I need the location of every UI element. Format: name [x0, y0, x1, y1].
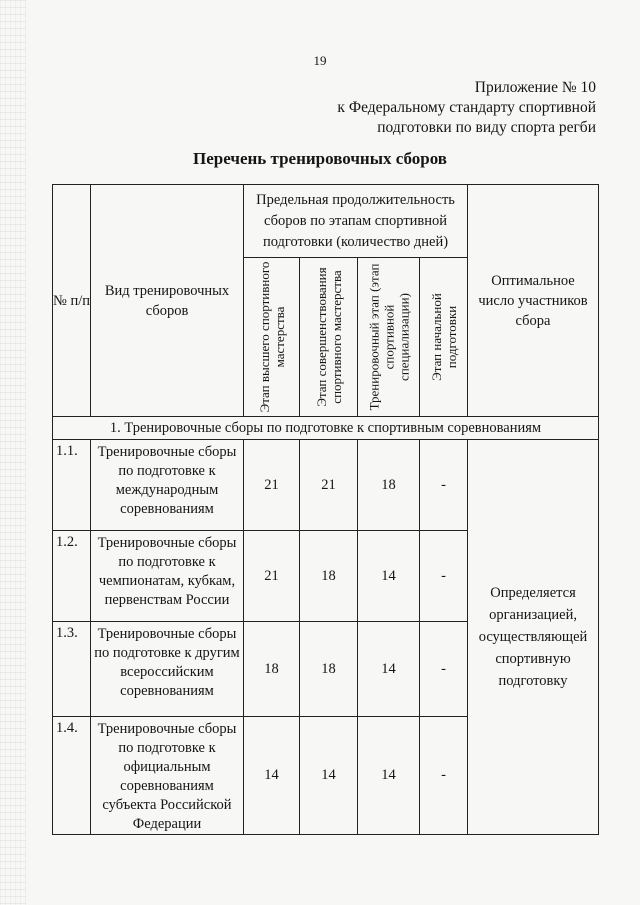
section-heading: 1. Тренировочные сборы по подготовке к спортивным соревнованиям — [53, 417, 599, 440]
page-number: 19 — [313, 53, 327, 68]
row-value-stage-4: - — [420, 622, 468, 717]
header-stage-4-label: Этап начальной подготовки — [428, 293, 459, 381]
row-value-stage-3: 18 — [358, 440, 420, 531]
header-stage-1 — [244, 258, 300, 417]
row-value-stage-3: 14 — [358, 717, 420, 835]
header-duration: Предельная продолжительность сборов по этапам спортивной подготовки (количество дней) — [244, 185, 468, 258]
appendix-note — [337, 78, 596, 138]
row-number: 1.4. — [53, 717, 91, 835]
row-value-stage-2: 18 — [300, 622, 358, 717]
row-value-stage-4: - — [420, 531, 468, 622]
header-stage-2-label: Этап совершенствования спортивного мастерства — [313, 267, 344, 407]
row-value-stage-1: 18 — [244, 622, 300, 717]
row-value-stage-3: 14 — [358, 531, 420, 622]
row-camp-type: Тренировочные сборы по подготовке к официальным соревнованиям субъекта Российской Федерации — [91, 717, 244, 835]
row-value-stage-2: 21 — [300, 440, 358, 531]
row-value-stage-3: 14 — [358, 622, 420, 717]
row-number: 1.3. — [53, 622, 91, 717]
row-number: 1.1. — [53, 440, 91, 531]
appendix-line-3: подготовки по виду спорта регби — [377, 119, 596, 136]
row-value-stage-1: 21 — [244, 440, 300, 531]
document-title: Перечень тренировочных сборов — [193, 149, 447, 168]
row-camp-type: Тренировочные сборы по подготовке к другим всероссийским соревнованиям — [91, 622, 244, 717]
row-value-stage-2: 14 — [300, 717, 358, 835]
row-number: 1.2. — [53, 531, 91, 622]
row-value-stage-4: - — [420, 440, 468, 531]
header-stage-4 — [420, 258, 468, 417]
header-stage-1-label: Этап высшего спортивного мастерства — [256, 261, 287, 413]
row-value-stage-2: 18 — [300, 531, 358, 622]
header-num: № п/п — [53, 185, 91, 417]
row-value-stage-4: - — [420, 717, 468, 835]
row-camp-type: Тренировочные сборы по подготовке к международным соревнованиям — [91, 440, 244, 531]
header-type: Вид тренировочных сборов — [91, 185, 244, 417]
appendix-line-1: Приложение № 10 — [474, 79, 596, 96]
scan-edge-artifact — [0, 0, 26, 905]
appendix-line-2: к Федеральному стандарту спортивной — [337, 99, 596, 116]
header-stage-3 — [358, 258, 420, 417]
optimal-participants-value: Определяется организацией, осуществляющей спортивную подготовку — [468, 440, 599, 835]
header-stage-3-label: Тренировочный этап (этап спортивной специализации) — [366, 263, 411, 411]
row-value-stage-1: 14 — [244, 717, 300, 835]
row-camp-type: Тренировочные сборы по подготовке к чемпионатам, кубкам, первенствам России — [91, 531, 244, 622]
header-stage-2 — [300, 258, 358, 417]
training-camps-table — [52, 184, 599, 835]
row-value-stage-1: 21 — [244, 531, 300, 622]
header-optimal: Оптимальное число участников сбора — [468, 185, 599, 417]
table-row — [53, 440, 599, 531]
